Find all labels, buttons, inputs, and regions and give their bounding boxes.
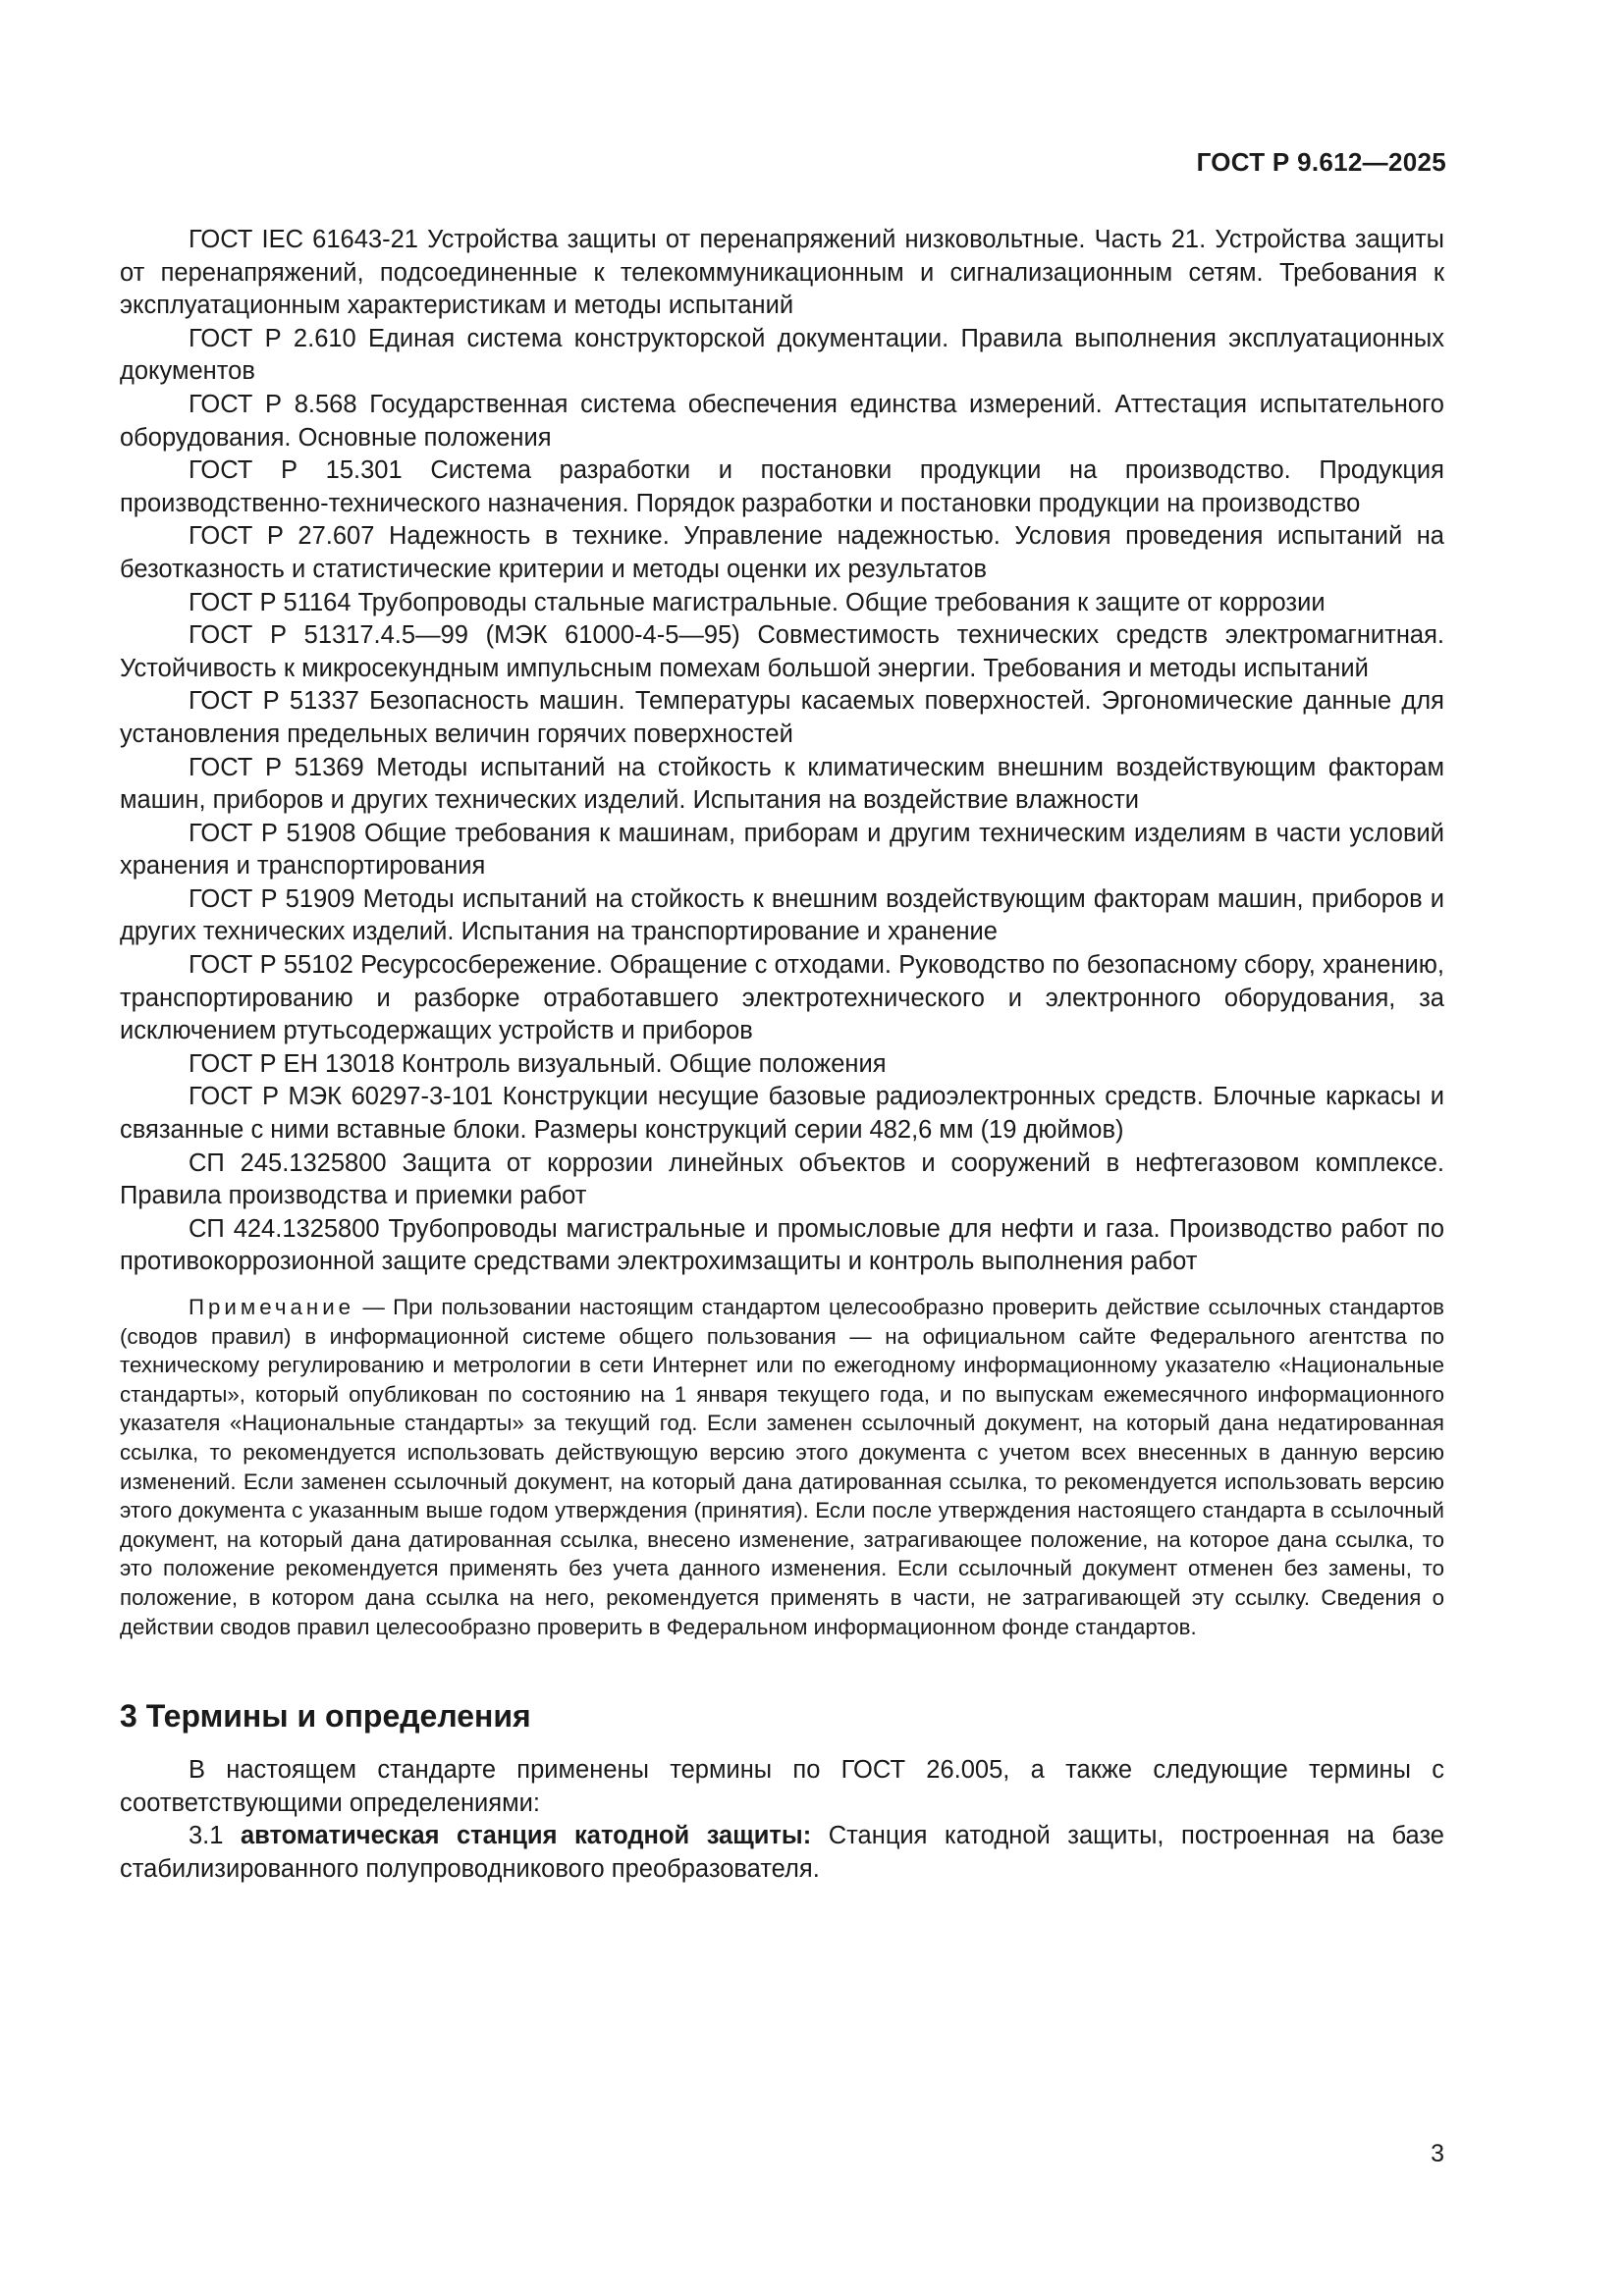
reference-item: ГОСТ Р 27.607 Надежность в технике. Управление надежностью. Условия проведения испытаний на безотказность и статистические критерии и методы оценки их результатов — [120, 522, 1444, 583]
document-designation: ГОСТ Р 9.612—2025 — [1196, 147, 1446, 177]
reference-item: ГОСТ Р 51164 Трубопроводы стальные магистральные. Общие требования к защите от коррозии — [189, 588, 1326, 616]
reference-item: ГОСТ Р МЭК 60297-3-101 Конструкции несущие базовые радиоэлектронных средств. Блочные каркасы и связанные с ними вставные блоки. Размеры конструкций серии 482,6 мм (19 дюймов) — [120, 1083, 1444, 1145]
reference-item: СП 245.1325800 Защита от коррозии линейных объектов и сооружений в нефтегазовом комплексе. Правила производства и приемки работ — [120, 1148, 1444, 1210]
page-content — [120, 224, 1444, 1887]
term-definition: Станция катодной защиты, построенная на базе стабилизированного полупроводникового преобразователя. — [120, 1822, 1444, 1883]
reference-item: ГОСТ Р 51337 Безопасность машин. Температуры касаемых поверхностей. Эргономические данные для установления предельных величин горячих поверхностей — [120, 687, 1444, 748]
note-paragraph — [120, 1293, 1444, 1641]
term-number: 3.1 — [189, 1822, 224, 1850]
reference-item: ГОСТ Р 2.610 Единая система конструкторской документации. Правила выполнения эксплуатационных документов — [120, 324, 1444, 386]
reference-item: ГОСТ Р 51908 Общие требования к машинам, приборам и другим техническим изделиям в части условий хранения и транспортирования — [120, 819, 1444, 881]
term-entry — [120, 1820, 1444, 1886]
reference-item: ГОСТ Р ЕН 13018 Контроль визуальный. Общие положения — [189, 1049, 887, 1078]
note-label: Примечание — [189, 1295, 355, 1319]
reference-item: ГОСТ Р 8.568 Государственная система обеспечения единства измерений. Аттестация испытательного оборудования. Основные положения — [120, 390, 1444, 452]
term-name: автоматическая станция катодной защиты: — [241, 1822, 812, 1850]
section-heading: 3 Термины и определения — [120, 1698, 531, 1735]
reference-item: СП 424.1325800 Трубопроводы магистральные и промысловые для нефти и газа. Производство работ по противокоррозионной защите средствами электрохимзащиты и контроль выполнения работ — [120, 1214, 1444, 1276]
section-intro: В настоящем стандарте применены термины по ГОСТ 26.005, а также следующие термины с соответствующими определениями: — [120, 1756, 1444, 1817]
reference-item: ГОСТ Р 15.301 Система разработки и постановки продукции на производство. Продукция производственно-технического назначения. Порядок разработки и постановки продукции на производство — [120, 456, 1444, 517]
reference-item: ГОСТ Р 55102 Ресурсосбережение. Обращение с отходами. Руководство по безопасному сбору, хранению, транспортированию и разборке отработавшего электротехнического и электронного оборудования, за исключением ртутьсодержащих устройств и приборов — [120, 951, 1444, 1045]
normative-references-list — [120, 224, 1444, 1279]
page-number: 3 — [1431, 2140, 1444, 2167]
reference-item: ГОСТ Р 51909 Методы испытаний на стойкость к внешним воздействующим факторам машин, приборов и других технических изделий. Испытания на транспортирование и хранение — [120, 884, 1444, 946]
reference-item: ГОСТ Р 51369 Методы испытаний на стойкость к климатическим внешним воздействующим факторам машин, приборов и других технических изделий. Испытания на воздействие влажности — [120, 753, 1444, 815]
section-body — [120, 1754, 1444, 1886]
reference-item: ГОСТ IEC 61643-21 Устройства защиты от перенапряжений низковольтные. Часть 21. Устройства защиты от перенапряжений, подсоединенные к телекоммуникационным и сигнализационным сетям. Требования к эксплуатационным характеристикам и методы испытаний — [120, 226, 1444, 320]
note-text: — При пользовании настоящим стандартом целесообразно проверить действие ссылочных стандартов (сводов правил) в информационной системе общего пользования — на официальном сайте Федерального агентства по техническому регулированию и метрологии в сети Интернет или по ежегодному информационному указателю «Национальные стандарты», который опубликован по состоянию на 1 января текущего года, и по выпускам ежемесячного информационного указателя «Национальные стандарты» за текущий год. Если заменен ссылочный документ, на который дана недатированная ссылка, то рекомендуется использовать действующую версию этого документа с учетом всех внесенных в данную версию изменений. Если заменен ссылочный документ, на который дана датированная ссылка, то рекомендуется использовать версию этого документа с указанным выше годом утверждения (принятия). Если после утверждения настоящего стандарта в ссылочный документ, на который дана датированная ссылка, внесено изменение, затрагивающее положение, на которое дана ссылка, то это положение рекомендуется применять без учета данного изменения. Если ссылочный документ отменен без замены, то положение, в котором дана ссылка на него, рекомендуется применять в части, не затрагивающей эту ссылку. Сведения о действии сводов правил целесообразно проверить в Федеральном информационном фонде стандартов. — [120, 1295, 1444, 1639]
reference-item: ГОСТ Р 51317.4.5—99 (МЭК 61000-4-5—95) Совместимость технических средств электромагнитная. Устойчивость к микросекундным импульсным помехам большой энергии. Требования и методы испытаний — [120, 621, 1444, 682]
